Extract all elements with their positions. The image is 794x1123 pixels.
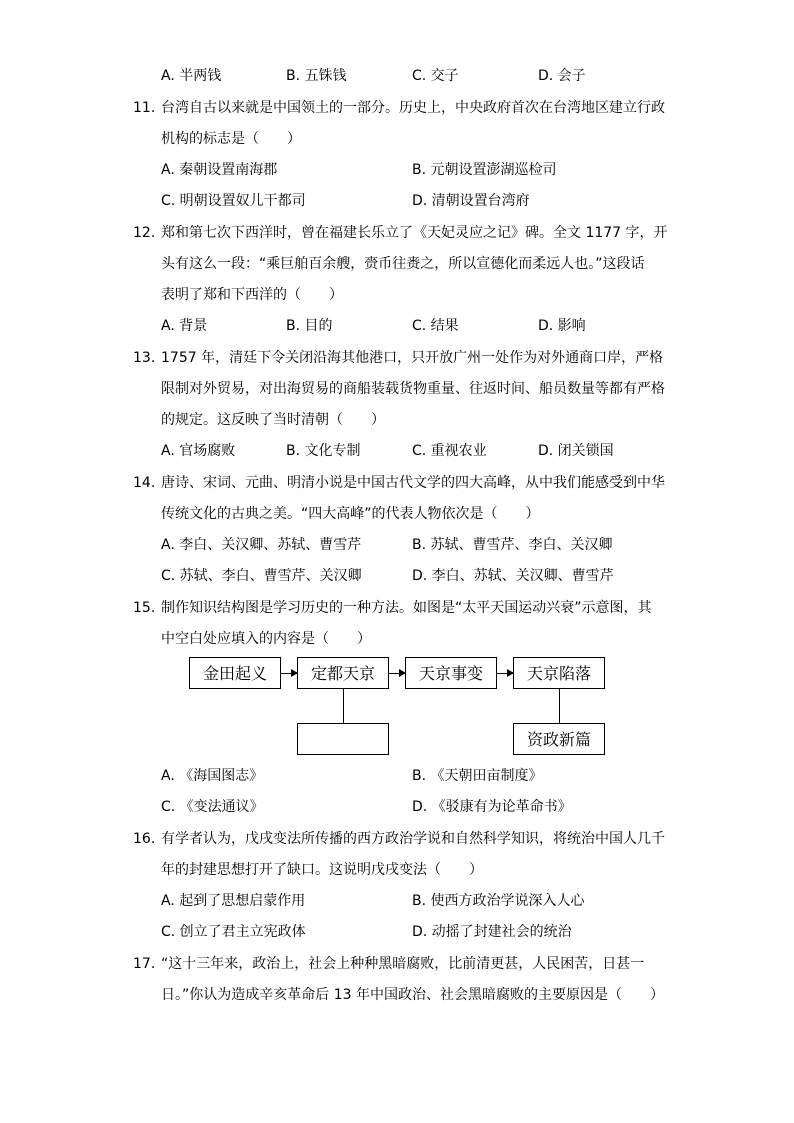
q12-option-a[interactable]: A. 背景	[161, 318, 208, 334]
q16-option-c[interactable]: C. 创立了君主立宪政体	[161, 924, 306, 940]
q16-option-a[interactable]: A. 起到了思想启蒙作用	[161, 893, 306, 909]
diagram-arrow	[281, 673, 297, 674]
question-stem-line: 有学者认为，戊戌变法所传播的西方政治学说和自然科学知识，将统治中国人几千	[161, 831, 665, 847]
question-number: 16.	[133, 831, 156, 847]
q16-option-b[interactable]: B. 使西方政治学说深入人心	[412, 893, 585, 909]
question-number: 17.	[133, 956, 156, 972]
diagram-arrow	[389, 673, 405, 674]
diagram-box-tianjing-incident: 天京事变	[405, 657, 497, 689]
q11-option-c[interactable]: C. 明朝设置奴儿干都司	[161, 193, 306, 209]
q10-option-a[interactable]: A. 半两钱	[161, 68, 222, 84]
question-stem-line: “这十三年来，政治上，社会上种种黑暗腐败，比前清更甚，人民困苦，日甚一	[161, 956, 645, 972]
q13-option-d[interactable]: D. 闭关锁国	[538, 443, 614, 459]
question-stem-line: 年的封建思想打开了缺口。这说明戊戌变法（ ）	[161, 862, 483, 878]
diagram-connector	[559, 689, 560, 723]
question-stem-line: 郑和第七次下西洋时，曾在福建长乐立了《天妃灵应之记》碑。全文 1177 字，开	[161, 225, 668, 241]
q15-option-c[interactable]: C. 《变法通议》	[161, 799, 264, 815]
q14-option-a[interactable]: A. 李白、关汉卿、苏轼、曹雪芹	[161, 537, 362, 553]
q16-option-d[interactable]: D. 动摇了封建社会的统治	[412, 924, 572, 940]
question-number: 11.	[133, 100, 156, 116]
question-number: 14.	[133, 475, 156, 491]
q10-option-b[interactable]: B. 五铢钱	[286, 68, 347, 84]
question-number: 13.	[133, 350, 156, 366]
q15-option-d[interactable]: D. 《驳康有为论革命书》	[412, 799, 572, 815]
question-stem-line: 机构的标志是（ ）	[161, 131, 301, 147]
question-stem-line: 表明了郑和下西洋的（ ）	[161, 287, 343, 303]
question-stem-line: 中空白处应填入的内容是（ ）	[161, 631, 371, 647]
diagram-box-new-chapter: 资政新篇	[513, 723, 605, 755]
question-number: 12.	[133, 225, 156, 241]
question-stem-line: 制作知识结构图是学习历史的一种方法。如图是“太平天国运动兴衰”示意图，其	[161, 600, 652, 616]
q12-option-d[interactable]: D. 影响	[538, 318, 586, 334]
q14-option-b[interactable]: B. 苏轼、曹雪芹、李白、关汉卿	[412, 537, 613, 553]
q11-option-d[interactable]: D. 清朝设置台湾府	[412, 193, 530, 209]
q11-option-a[interactable]: A. 秦朝设置南海郡	[161, 162, 278, 178]
diagram-arrow	[497, 673, 513, 674]
q13-option-c[interactable]: C. 重视农业	[412, 443, 487, 459]
q13-option-b[interactable]: B. 文化专制	[286, 443, 361, 459]
diagram-blank-box	[297, 723, 389, 755]
question-stem-line: 的规定。这反映了当时清朝（ ）	[161, 412, 385, 428]
question-stem-line: 唐诗、宋词、元曲、明清小说是中国古代文学的四大高峰，从中我们能感受到中华	[161, 475, 665, 491]
q13-option-a[interactable]: A. 官场腐败	[161, 443, 236, 459]
q12-option-c[interactable]: C. 结果	[412, 318, 459, 334]
question-stem-line: 日。”你认为造成辛亥革命后 13 年中国政治、社会黑暗腐败的主要原因是（ ）	[161, 987, 664, 1003]
diagram-box-jintian-uprising: 金田起义	[189, 657, 281, 689]
diagram-connector	[343, 689, 344, 723]
question-stem-line: 台湾自古以来就是中国领土的一部分。历史上，中央政府首次在台湾地区建立行政	[161, 100, 665, 116]
q11-option-b[interactable]: B. 元朝设置澎湖巡检司	[412, 162, 557, 178]
q10-option-d[interactable]: D. 会子	[538, 68, 586, 84]
q14-option-c[interactable]: C. 苏轼、李白、曹雪芹、关汉卿	[161, 568, 362, 584]
q12-option-b[interactable]: B. 目的	[286, 318, 333, 334]
q15-option-b[interactable]: B. 《天朝田亩制度》	[412, 768, 543, 784]
diagram-box-capital-tianjing: 定都天京	[297, 657, 389, 689]
question-number: 15.	[133, 600, 156, 616]
diagram-box-fall-of-tianjing: 天京陷落	[513, 657, 605, 689]
q14-option-d[interactable]: D. 李白、苏轼、关汉卿、曹雪芹	[412, 568, 614, 584]
question-stem-line: 1757 年，清廷下令关闭沿海其他港口，只开放广州一处作为对外通商口岸，严格	[161, 350, 664, 366]
q10-option-c[interactable]: C. 交子	[412, 68, 459, 84]
question-stem-line: 限制对外贸易，对出海贸易的商船装载货物重量、往返时间、船员数量等都有严格	[161, 381, 665, 397]
question-stem-line: 头有这么一段：“乘巨舶百余艘，赍币往赉之，所以宣德化而柔远人也。”这段话	[161, 256, 645, 272]
q15-option-a[interactable]: A. 《海国图志》	[161, 768, 264, 784]
question-stem-line: 传统文化的古典之美。“四大高峰”的代表人物依次是（ ）	[161, 506, 540, 522]
